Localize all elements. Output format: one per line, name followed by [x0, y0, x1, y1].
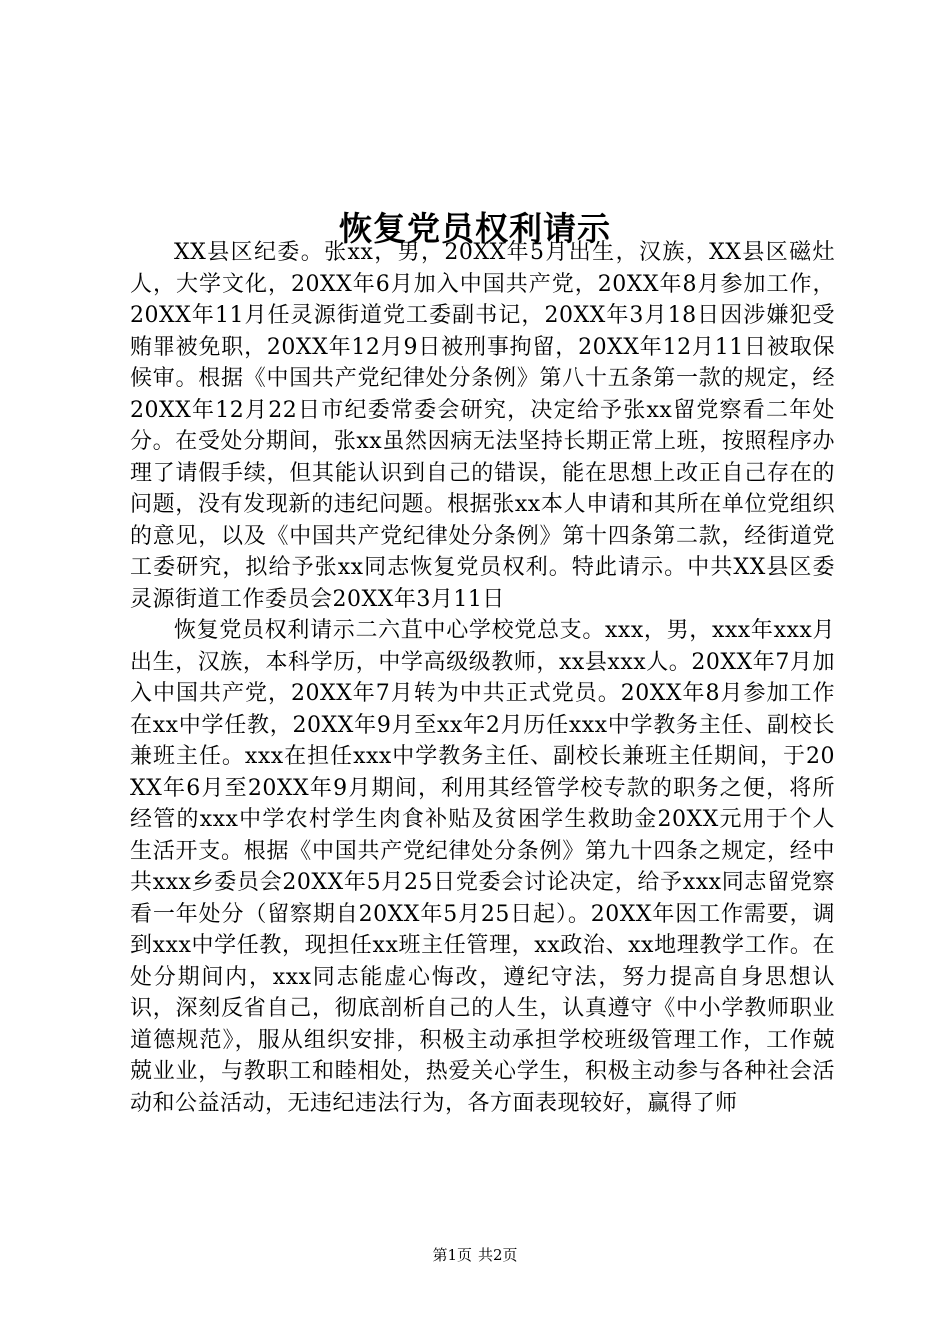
page-total-label: 共2页	[478, 1246, 518, 1264]
page-current-label: 第1页	[432, 1246, 472, 1264]
body-paragraph-2: 恢复党员权利请示二六苴中心学校党总支。xxx，男，xxx年xxx月出生，汉族，本科学历，中学高级级教师，xx县xxx人。20XX年7月加入中国共产党，20XX年7月转为中共正式党员。20XX年8月参加工作在xx中学任教，20XX年9月至xx年2月历任xxx中学教务主任、副校长兼班主任。xxx在担任xxx中学教务主任、副校长兼班主任期间，于20XX年6月至20XX年9月期间，利用其经管学校专款的职务之便，将所经管的xxx中学农村学生肉食补贴及贫困学生救助金20XX元用于个人生活开支。根据《中国共产党纪律处分条例》第九十四条之规定，经中共xxx乡委员会20XX年5月25日党委会讨论决定，给予xxx同志留党察看一年处分（留察期自20XX年5月25日起）。20XX年因工作需要，调到xxx中学任教，现担任xx班主任管理，xx政治、xx地理教学工作。在处分期间内，xxx同志能虚心悔改，遵纪守法，努力提高自身思想认识，深刻反省自己，彻底剖析自己的人生，认真遵守《中小学教师职业道德规范》，服从组织安排，积极主动承担学校班级管理工作，工作兢兢业业，与教职工和睦相处，热爱关心学生，积极主动参与各种社会活动和公益活动，无违纪违法行为，各方面表现较好，赢得了师	[130, 618, 835, 1116]
page-number-footer	[0, 1245, 950, 1265]
document-title: 恢复党员权利请示	[339, 209, 611, 249]
document-body	[130, 237, 835, 1119]
body-paragraph-1: XX县区纪委。张xx，男，20XX年5月出生，汉族，XX县区磁灶人，大学文化，20XX年6月加入中国共产党，20XX年8月参加工作，20XX年11月任灵源街道党工委副书记，20XX年3月18日因涉嫌犯受贿罪被免职，20XX年12月9日被刑事拘留，20XX年12月11日被取保候审。根据《中国共产党纪律处分条例》第八十五条第一款的规定，经20XX年12月22日市纪委常委会研究，决定给予张xx留党察看二年处分。在受处分期间，张xx虽然因病无法坚持长期正常上班，按照程序办理了请假手续，但其能认识到自己的错误，能在思想上改正自己存在的问题，没有发现新的违纪问题。根据张xx本人申请和其所在单位党组织的意见，以及《中国共产党纪律处分条例》第十四条第二款，经街道党工委研究，拟给予张xx同志恢复党员权利。特此请示。中共XX县区委灵源街道工作委员会20XX年3月11日	[130, 240, 835, 612]
